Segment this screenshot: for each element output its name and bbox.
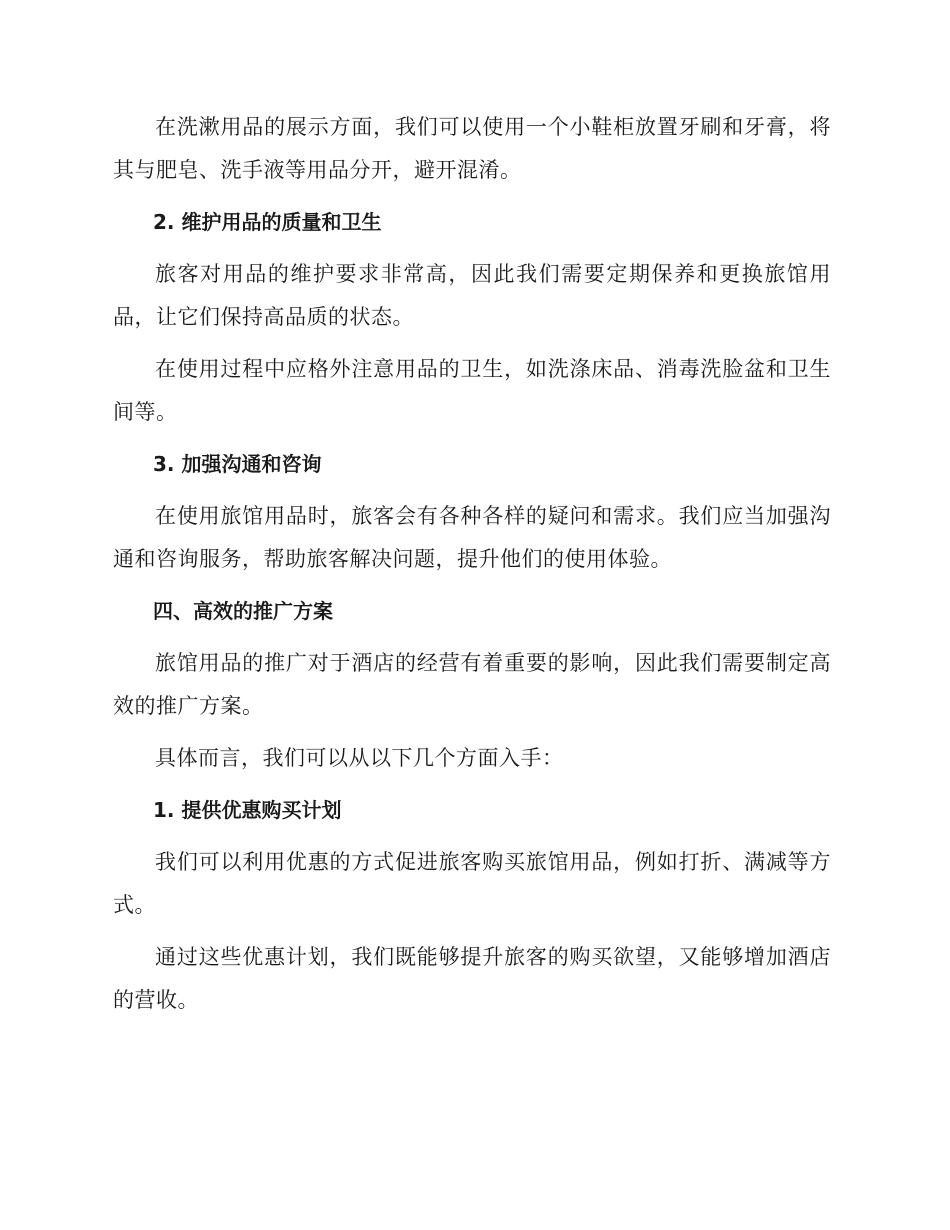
chapter-heading-promotion-plan: 四、高效的推广方案 xyxy=(153,599,333,623)
paragraph-toiletries-display: 在洗漱用品的展示方面，我们可以使用一个小鞋柜放置牙刷和牙膏，将其与肥皂、洗手液等用品分开，避开混淆。 xyxy=(113,115,831,182)
section-heading-communication: 3. 加强沟通和咨询 xyxy=(153,452,322,476)
spacer xyxy=(113,832,831,841)
paragraph-promotion-importance: 旅馆用品的推广对于酒店的经营有着重要的影响，因此我们需要制定高效的推广方案。 xyxy=(113,651,831,718)
spacer xyxy=(113,633,831,642)
document-body xyxy=(113,106,831,1022)
paragraph-maintenance-requirements: 旅客对用品的维护要求非常高，因此我们需要定期保养和更换旅馆用品，让它们保持高品质的状态。 xyxy=(113,262,831,329)
section-heading-discount-plan: 1. 提供优惠购买计划 xyxy=(153,798,342,822)
paragraph-hygiene: 在使用过程中应格外注意用品的卫生，如洗涤床品、消毒洗脸盆和卫生间等。 xyxy=(113,357,831,424)
spacer xyxy=(113,339,831,348)
paragraph-communication-service: 在使用旅馆用品时，旅客会有各种各样的疑问和需求。我们应当加强沟通和咨询服务，帮助旅客解决问题，提升他们的使用体验。 xyxy=(113,504,831,571)
paragraph-discount-benefits: 通过这些优惠计划，我们既能够提升旅客的购买欲望，又能够增加酒店的营收。 xyxy=(113,945,831,1012)
spacer xyxy=(113,581,831,590)
spacer xyxy=(113,728,831,737)
spacer xyxy=(113,780,831,789)
paragraph-specific-aspects: 具体而言，我们可以从以下几个方面入手： xyxy=(155,746,564,770)
spacer xyxy=(113,192,831,201)
spacer xyxy=(113,486,831,495)
spacer xyxy=(113,244,831,253)
spacer xyxy=(113,927,831,936)
section-heading-maintain-quality: 2. 维护用品的质量和卫生 xyxy=(153,210,382,234)
paragraph-discount-methods: 我们可以利用优惠的方式促进旅客购买旅馆用品，例如打折、满减等方式。 xyxy=(113,850,831,917)
spacer xyxy=(113,434,831,443)
